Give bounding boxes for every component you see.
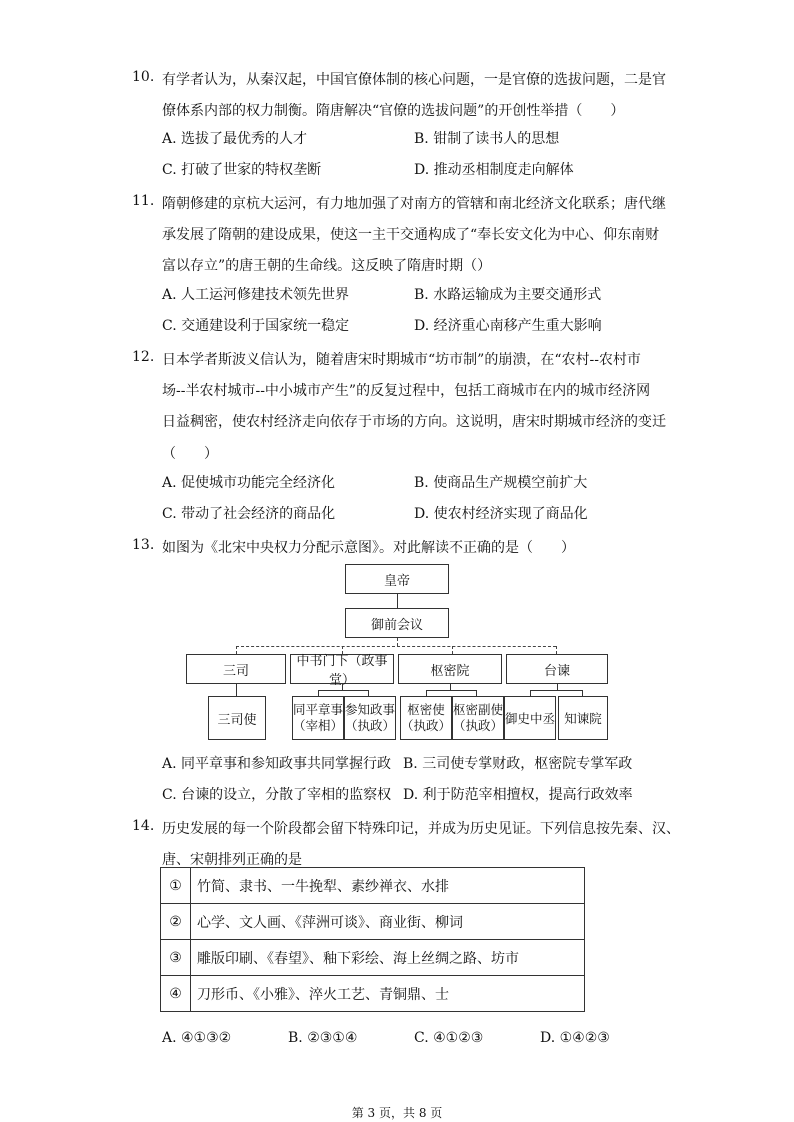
page-footer: 第 3 页，共 8 页 [351, 1106, 443, 1120]
connector [426, 690, 476, 691]
table-row [161, 904, 585, 940]
question-text-line: 历史发展的每一个阶段都会留下特殊印记，并成为历史见证。下列信息按先秦、汉、 [162, 821, 680, 837]
node-canzhi [344, 696, 396, 740]
question-text-line: 如图为《北宋中央权力分配示意图》。对此解读不正确的是（ ） [162, 540, 575, 556]
question-text-line: 日益稠密，使农村经济走向依存于市场的方向。这说明，唐宋时期城市经济的变迁 [162, 414, 666, 430]
node-shumi: 枢密院 [398, 654, 502, 684]
node-sansishi: 三司使 [208, 696, 266, 740]
question-text-line: 场--半农村城市--中小城市产生”的反复过程中，包括工商城市在内的城市经济网 [162, 383, 651, 399]
row-text: 刀形币、《小雅》、淬火工艺、青铜鼎、士 [191, 976, 585, 1012]
row-number: ③ [161, 940, 191, 976]
option-c[interactable]: C. ④①②③ [414, 1030, 484, 1046]
row-text: 竹简、隶书、一牛挽犁、素纱禅衣、水排 [191, 868, 585, 904]
row-number: ① [161, 868, 191, 904]
node-sansi: 三司 [186, 654, 286, 684]
question-number: 13. [132, 537, 155, 553]
node-shumifu-role: （执政） [453, 718, 504, 733]
node-tongping [292, 696, 344, 740]
connector [530, 690, 582, 691]
option-d[interactable]: D. ①④②③ [540, 1030, 610, 1046]
option-d[interactable]: D. 经济重心南移产生重大影响 [414, 318, 602, 334]
option-a[interactable]: A. 促使城市功能完全经济化 [162, 475, 336, 491]
node-shumifu-title: 枢密副使 [453, 702, 504, 717]
table-row [161, 868, 585, 904]
question-text-line: 有学者认为，从秦汉起，中国官僚体制的核心问题，一是官僚的选拔问题，二是官 [162, 72, 666, 88]
question-text-line: 承发展了隋朝的建设成果，使这一主干交通构成了“奉长安文化为中心、仰东南财 [162, 227, 660, 243]
dashed-connector [236, 646, 556, 647]
node-taijian: 台谏 [506, 654, 608, 684]
option-d[interactable]: D. 使农村经济实现了商品化 [414, 506, 588, 522]
option-d[interactable]: D. 利于防范宰相擅权，提高行政效率 [403, 787, 633, 803]
option-a[interactable]: A. 选拔了最优秀的人才 [162, 131, 308, 147]
info-table [160, 867, 585, 1012]
question-text-line: 日本学者斯波义信认为，随着唐宋时期城市“坊市制”的崩溃，在“农村--农村市 [162, 352, 641, 368]
node-canzhi-role: （执政） [345, 718, 396, 733]
option-a[interactable]: A. 同平章事和参知政事共同掌握行政 [162, 756, 392, 772]
row-number: ② [161, 904, 191, 940]
option-b[interactable]: B. 钳制了读书人的思想 [414, 131, 560, 147]
dashed-connector [397, 638, 398, 646]
option-c[interactable]: C. 带动了社会经济的商品化 [162, 506, 336, 522]
node-emperor: 皇帝 [345, 564, 449, 594]
question-text-line: 唐、宋朝排列正确的是 [162, 852, 302, 868]
node-tongping-role: （宰相） [293, 718, 344, 733]
option-a[interactable]: A. 人工运河修建技术领先世界 [162, 287, 350, 303]
node-zhijian: 知谏院 [558, 696, 608, 740]
connector [236, 684, 237, 696]
node-tongping-title: 同平章事 [293, 702, 344, 717]
question-text-line: 隋朝修建的京杭大运河，有力地加强了对南方的管辖和南北经济文化联系；唐代继 [162, 196, 666, 212]
question-number: 10. [132, 69, 155, 85]
table-row [161, 940, 585, 976]
question-text-line: 僚体系内部的权力制衡。隋唐解决“官僚的选拔问题”的开创性举措（ ） [162, 103, 625, 119]
node-shumishi [400, 696, 452, 740]
dashed-connector [236, 646, 237, 654]
node-shumifu [452, 696, 504, 740]
node-canzhi-title: 参知政事 [345, 702, 396, 717]
question-text-line: （ ） [162, 446, 218, 462]
question-number: 11. [132, 193, 155, 209]
connector [397, 594, 398, 608]
dashed-connector [452, 646, 453, 654]
option-a[interactable]: A. ④①③② [162, 1030, 232, 1046]
node-zhongshu: 中书门下（政事堂） [290, 654, 394, 684]
row-text: 雕版印刷、《春望》、釉下彩绘、海上丝绸之路、坊市 [191, 940, 585, 976]
row-text: 心学、文人画、《萍洲可谈》、商业街、柳词 [191, 904, 585, 940]
row-number: ④ [161, 976, 191, 1012]
option-c[interactable]: C. 打破了世家的特权垄断 [162, 162, 322, 178]
option-d[interactable]: D. 推动丞相制度走向解体 [414, 162, 574, 178]
option-b[interactable]: B. ②③①④ [288, 1030, 358, 1046]
node-shumishi-title: 枢密使 [407, 702, 445, 717]
connector [318, 690, 368, 691]
option-c[interactable]: C. 台谏的设立，分散了宰相的监察权 [162, 787, 392, 803]
node-shumishi-role: （执政） [401, 718, 452, 733]
option-b[interactable]: B. 使商品生产规模空前扩大 [414, 475, 588, 491]
option-c[interactable]: C. 交通建设利于国家统一稳定 [162, 318, 350, 334]
table-row [161, 976, 585, 1012]
question-number: 14. [132, 818, 155, 834]
node-council: 御前会议 [345, 608, 449, 638]
option-b[interactable]: B. 水路运输成为主要交通形式 [414, 287, 602, 303]
dashed-connector [556, 646, 557, 654]
node-yushi: 御史中丞 [504, 696, 556, 740]
option-b[interactable]: B. 三司使专掌财政，枢密院专掌军政 [403, 756, 633, 772]
question-text-line: 富以存立”的唐王朝的生命线。这反映了隋唐时期（） [162, 258, 492, 274]
question-number: 12. [132, 349, 155, 365]
